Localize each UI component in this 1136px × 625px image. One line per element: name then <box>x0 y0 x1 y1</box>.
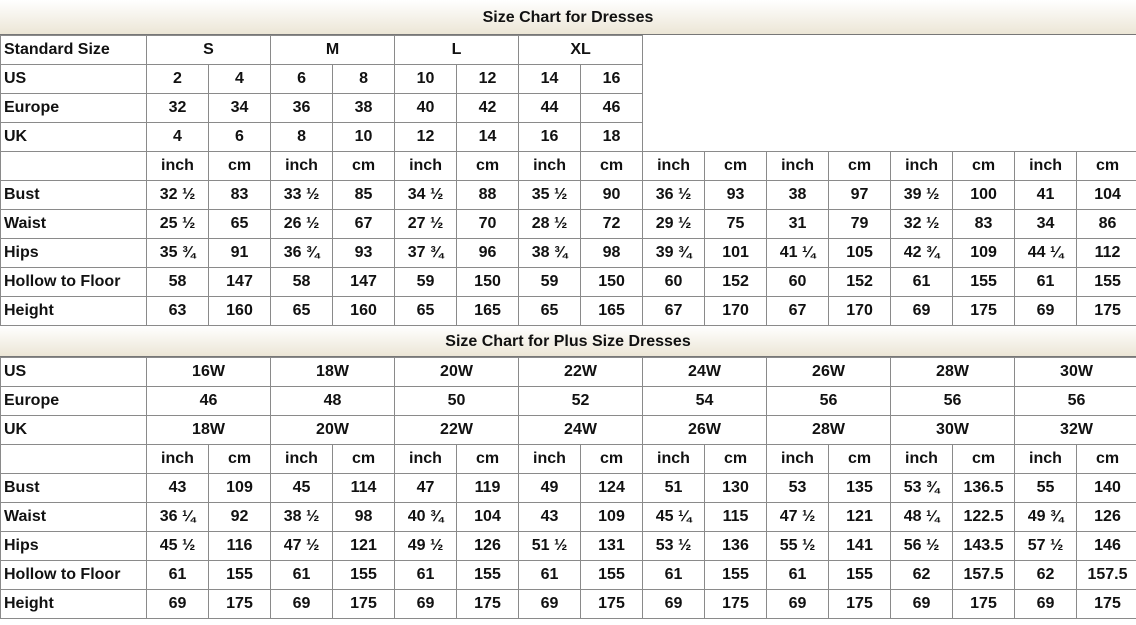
measurement-cell: 155 <box>1077 268 1136 297</box>
row-label: Height <box>1 590 147 619</box>
size-cell: 30W <box>1015 358 1136 387</box>
size-cell: 10 <box>333 123 395 152</box>
row-label: Bust <box>1 474 147 503</box>
measurement-cell: 34 ½ <box>395 181 457 210</box>
measurement-cell: 38 <box>767 181 829 210</box>
measurement-cell: 175 <box>705 590 767 619</box>
measurement-cell: 69 <box>147 590 209 619</box>
size-cell: 40 <box>395 94 457 123</box>
measurement-cell: 175 <box>1077 297 1136 326</box>
measurement-cell: 69 <box>767 590 829 619</box>
measurement-cell: 58 <box>271 268 333 297</box>
row-label: Hollow to Floor <box>1 561 147 590</box>
measurement-cell: 65 <box>271 297 333 326</box>
measurement-cell: 35 ½ <box>519 181 581 210</box>
measurement-cell: 86 <box>1077 210 1136 239</box>
size-cell: 6 <box>209 123 271 152</box>
unit-cell: cm <box>581 445 643 474</box>
measurement-cell: 29 ½ <box>643 210 705 239</box>
measurement-cell: 170 <box>829 297 891 326</box>
measurement-cell: 79 <box>829 210 891 239</box>
size-row <box>1 36 1136 65</box>
measurement-row <box>1 561 1136 590</box>
section-title-dresses: Size Chart for Dresses <box>0 0 1136 35</box>
section-title-plus-size: Size Chart for Plus Size Dresses <box>0 326 1136 357</box>
size-cell: 24W <box>519 416 643 445</box>
size-cell: 16 <box>581 65 643 94</box>
measurement-cell: 155 <box>457 561 519 590</box>
row-label <box>1 445 147 474</box>
measurement-cell: 70 <box>457 210 519 239</box>
unit-cell: inch <box>147 152 209 181</box>
measurement-cell: 48 ¼ <box>891 503 953 532</box>
size-cell: 18W <box>271 358 395 387</box>
measurement-cell: 175 <box>209 590 271 619</box>
size-cell: 4 <box>147 123 209 152</box>
measurement-cell: 25 ½ <box>147 210 209 239</box>
measurement-cell: 59 <box>395 268 457 297</box>
size-cell: 16 <box>519 123 581 152</box>
measurement-cell: 45 ½ <box>147 532 209 561</box>
measurement-cell: 58 <box>147 268 209 297</box>
measurement-cell: 114 <box>333 474 395 503</box>
measurement-cell: 41 <box>1015 181 1077 210</box>
measurement-cell: 53 <box>767 474 829 503</box>
measurement-cell: 67 <box>767 297 829 326</box>
size-row <box>1 123 1136 152</box>
measurement-cell: 143.5 <box>953 532 1015 561</box>
measurement-cell: 147 <box>333 268 395 297</box>
measurement-cell: 83 <box>953 210 1015 239</box>
measurement-cell: 49 ¾ <box>1015 503 1077 532</box>
measurement-cell: 97 <box>829 181 891 210</box>
size-cell: L <box>395 36 519 65</box>
unit-cell: inch <box>519 445 581 474</box>
measurement-cell: 26 ½ <box>271 210 333 239</box>
measurement-cell: 43 <box>519 503 581 532</box>
measurement-cell: 69 <box>891 590 953 619</box>
measurement-cell: 36 ½ <box>643 181 705 210</box>
unit-cell: inch <box>891 445 953 474</box>
unit-cell: inch <box>519 152 581 181</box>
measurement-cell: 126 <box>457 532 519 561</box>
unit-cell: cm <box>209 445 271 474</box>
size-cell: XL <box>519 36 643 65</box>
measurement-cell: 49 ½ <box>395 532 457 561</box>
size-cell: 48 <box>271 387 395 416</box>
size-cell: 38 <box>333 94 395 123</box>
measurement-cell: 121 <box>829 503 891 532</box>
measurement-cell: 62 <box>1015 561 1077 590</box>
unit-cell: cm <box>333 445 395 474</box>
measurement-cell: 93 <box>333 239 395 268</box>
measurement-cell: 116 <box>209 532 271 561</box>
measurement-cell: 61 <box>643 561 705 590</box>
size-cell: 4 <box>209 65 271 94</box>
unit-cell: inch <box>767 445 829 474</box>
measurement-cell: 53 ½ <box>643 532 705 561</box>
size-cell: 8 <box>333 65 395 94</box>
row-label: Europe <box>1 94 147 123</box>
measurement-cell: 85 <box>333 181 395 210</box>
size-cell: 18W <box>147 416 271 445</box>
measurement-cell: 69 <box>891 297 953 326</box>
measurement-cell: 61 <box>395 561 457 590</box>
measurement-row <box>1 239 1136 268</box>
measurement-cell: 59 <box>519 268 581 297</box>
unit-cell: inch <box>1015 445 1077 474</box>
measurement-cell: 51 <box>643 474 705 503</box>
size-cell: 26W <box>767 358 891 387</box>
unit-cell: cm <box>209 152 271 181</box>
unit-cell: cm <box>705 152 767 181</box>
measurement-cell: 109 <box>209 474 271 503</box>
size-cell: 24W <box>643 358 767 387</box>
size-cell: S <box>147 36 271 65</box>
measurement-cell: 69 <box>643 590 705 619</box>
measurement-cell: 61 <box>767 561 829 590</box>
unit-cell: cm <box>953 445 1015 474</box>
unit-cell: inch <box>271 445 333 474</box>
measurement-cell: 65 <box>519 297 581 326</box>
measurement-row <box>1 503 1136 532</box>
measurement-cell: 140 <box>1077 474 1136 503</box>
measurement-cell: 45 <box>271 474 333 503</box>
measurement-cell: 104 <box>457 503 519 532</box>
unit-cell: cm <box>581 152 643 181</box>
measurement-cell: 61 <box>519 561 581 590</box>
measurement-cell: 175 <box>829 590 891 619</box>
size-cell: 22W <box>519 358 643 387</box>
measurement-cell: 75 <box>705 210 767 239</box>
row-label: Bust <box>1 181 147 210</box>
measurement-cell: 31 <box>767 210 829 239</box>
measurement-cell: 175 <box>953 590 1015 619</box>
measurement-cell: 35 ¾ <box>147 239 209 268</box>
measurement-cell: 170 <box>705 297 767 326</box>
measurement-cell: 98 <box>333 503 395 532</box>
row-label: US <box>1 65 147 94</box>
measurement-row <box>1 181 1136 210</box>
measurement-cell: 91 <box>209 239 271 268</box>
row-label: Waist <box>1 210 147 239</box>
size-cell: 34 <box>209 94 271 123</box>
measurement-cell: 131 <box>581 532 643 561</box>
measurement-cell: 38 ½ <box>271 503 333 532</box>
measurement-cell: 27 ½ <box>395 210 457 239</box>
measurement-cell: 155 <box>209 561 271 590</box>
size-cell: 6 <box>271 65 333 94</box>
unit-cell: inch <box>891 152 953 181</box>
measurement-cell: 157.5 <box>1077 561 1136 590</box>
row-label: Hollow to Floor <box>1 268 147 297</box>
unit-cell: cm <box>829 445 891 474</box>
size-cell: 56 <box>1015 387 1136 416</box>
measurement-cell: 119 <box>457 474 519 503</box>
unit-cell: inch <box>1015 152 1077 181</box>
measurement-row <box>1 268 1136 297</box>
measurement-cell: 69 <box>519 590 581 619</box>
size-cell: 46 <box>147 387 271 416</box>
unit-cell: cm <box>1077 152 1136 181</box>
measurement-cell: 32 ½ <box>891 210 953 239</box>
measurement-cell: 47 ½ <box>767 503 829 532</box>
measurement-cell: 61 <box>1015 268 1077 297</box>
row-label: Hips <box>1 532 147 561</box>
size-cell: 30W <box>891 416 1015 445</box>
measurement-cell: 33 ½ <box>271 181 333 210</box>
unit-cell: cm <box>829 152 891 181</box>
size-cell: 56 <box>767 387 891 416</box>
measurement-cell: 55 ½ <box>767 532 829 561</box>
measurement-cell: 34 <box>1015 210 1077 239</box>
measurement-cell: 65 <box>395 297 457 326</box>
measurement-cell: 175 <box>333 590 395 619</box>
measurement-cell: 155 <box>953 268 1015 297</box>
measurement-cell: 69 <box>271 590 333 619</box>
size-cell: 52 <box>519 387 643 416</box>
unit-cell: inch <box>643 445 705 474</box>
measurement-cell: 150 <box>457 268 519 297</box>
measurement-cell: 93 <box>705 181 767 210</box>
unit-cell: cm <box>457 445 519 474</box>
size-cell: 20W <box>271 416 395 445</box>
measurement-cell: 96 <box>457 239 519 268</box>
measurement-cell: 49 <box>519 474 581 503</box>
size-cell: 20W <box>395 358 519 387</box>
measurement-cell: 160 <box>333 297 395 326</box>
size-cell: 44 <box>519 94 581 123</box>
measurement-cell: 122.5 <box>953 503 1015 532</box>
unit-cell: inch <box>395 152 457 181</box>
measurement-cell: 136.5 <box>953 474 1015 503</box>
measurement-cell: 38 ¾ <box>519 239 581 268</box>
size-cell: M <box>271 36 395 65</box>
measurement-cell: 63 <box>147 297 209 326</box>
unit-cell: cm <box>953 152 1015 181</box>
size-row <box>1 65 1136 94</box>
measurement-cell: 155 <box>333 561 395 590</box>
measurement-cell: 165 <box>581 297 643 326</box>
row-label: Standard Size <box>1 36 147 65</box>
measurement-cell: 175 <box>1077 590 1136 619</box>
measurement-cell: 124 <box>581 474 643 503</box>
size-cell: 32W <box>1015 416 1136 445</box>
measurement-cell: 141 <box>829 532 891 561</box>
measurement-cell: 157.5 <box>953 561 1015 590</box>
measurement-cell: 130 <box>705 474 767 503</box>
size-cell: 8 <box>271 123 333 152</box>
measurement-cell: 135 <box>829 474 891 503</box>
measurement-cell: 61 <box>271 561 333 590</box>
measurement-cell: 69 <box>1015 590 1077 619</box>
measurement-cell: 53 ¾ <box>891 474 953 503</box>
row-label: Height <box>1 297 147 326</box>
measurement-cell: 36 ¼ <box>147 503 209 532</box>
measurement-row <box>1 590 1136 619</box>
unit-cell: inch <box>147 445 209 474</box>
measurement-cell: 40 ¾ <box>395 503 457 532</box>
row-label: Europe <box>1 387 147 416</box>
row-label: US <box>1 358 147 387</box>
size-table-plus-size <box>0 357 1136 619</box>
size-cell: 28W <box>891 358 1015 387</box>
size-cell: 54 <box>643 387 767 416</box>
measurement-row <box>1 297 1136 326</box>
measurement-cell: 136 <box>705 532 767 561</box>
size-cell: 32 <box>147 94 209 123</box>
measurement-cell: 43 <box>147 474 209 503</box>
row-label: UK <box>1 123 147 152</box>
size-cell: 12 <box>457 65 519 94</box>
measurement-cell: 92 <box>209 503 271 532</box>
measurement-cell: 37 ¾ <box>395 239 457 268</box>
measurement-cell: 160 <box>209 297 271 326</box>
measurement-cell: 65 <box>209 210 271 239</box>
measurement-cell: 72 <box>581 210 643 239</box>
size-cell: 36 <box>271 94 333 123</box>
unit-cell: inch <box>395 445 457 474</box>
measurement-cell: 175 <box>953 297 1015 326</box>
measurement-cell: 150 <box>581 268 643 297</box>
measurement-cell: 42 ¾ <box>891 239 953 268</box>
size-row <box>1 358 1136 387</box>
measurement-cell: 104 <box>1077 181 1136 210</box>
measurement-cell: 41 ¼ <box>767 239 829 268</box>
size-cell: 26W <box>643 416 767 445</box>
measurement-cell: 90 <box>581 181 643 210</box>
size-cell: 22W <box>395 416 519 445</box>
row-label <box>1 152 147 181</box>
measurement-cell: 115 <box>705 503 767 532</box>
unit-cell: cm <box>457 152 519 181</box>
unit-header-row <box>1 445 1136 474</box>
row-label: Waist <box>1 503 147 532</box>
measurement-cell: 100 <box>953 181 1015 210</box>
measurement-cell: 56 ½ <box>891 532 953 561</box>
measurement-cell: 109 <box>953 239 1015 268</box>
measurement-cell: 28 ½ <box>519 210 581 239</box>
measurement-cell: 44 ¼ <box>1015 239 1077 268</box>
measurement-cell: 155 <box>705 561 767 590</box>
row-label: Hips <box>1 239 147 268</box>
measurement-cell: 61 <box>891 268 953 297</box>
unit-cell: cm <box>1077 445 1136 474</box>
measurement-row <box>1 532 1136 561</box>
unit-header-row <box>1 152 1136 181</box>
measurement-cell: 45 ¼ <box>643 503 705 532</box>
size-cell: 14 <box>519 65 581 94</box>
measurement-cell: 126 <box>1077 503 1136 532</box>
measurement-cell: 112 <box>1077 239 1136 268</box>
measurement-cell: 62 <box>891 561 953 590</box>
measurement-cell: 152 <box>829 268 891 297</box>
size-cell: 42 <box>457 94 519 123</box>
measurement-cell: 105 <box>829 239 891 268</box>
size-cell: 50 <box>395 387 519 416</box>
size-cell: 14 <box>457 123 519 152</box>
measurement-cell: 39 ½ <box>891 181 953 210</box>
measurement-cell: 175 <box>581 590 643 619</box>
measurement-cell: 67 <box>333 210 395 239</box>
measurement-cell: 55 <box>1015 474 1077 503</box>
measurement-cell: 47 <box>395 474 457 503</box>
measurement-cell: 165 <box>457 297 519 326</box>
size-cell: 12 <box>395 123 457 152</box>
measurement-cell: 88 <box>457 181 519 210</box>
measurement-cell: 69 <box>1015 297 1077 326</box>
size-cell: 10 <box>395 65 457 94</box>
measurement-cell: 60 <box>643 268 705 297</box>
measurement-cell: 175 <box>457 590 519 619</box>
measurement-cell: 69 <box>395 590 457 619</box>
measurement-cell: 101 <box>705 239 767 268</box>
measurement-cell: 147 <box>209 268 271 297</box>
measurement-cell: 121 <box>333 532 395 561</box>
measurement-row <box>1 474 1136 503</box>
unit-cell: inch <box>767 152 829 181</box>
size-cell: 2 <box>147 65 209 94</box>
measurement-cell: 67 <box>643 297 705 326</box>
measurement-cell: 60 <box>767 268 829 297</box>
unit-cell: cm <box>333 152 395 181</box>
size-cell: 28W <box>767 416 891 445</box>
measurement-row <box>1 210 1136 239</box>
measurement-cell: 152 <box>705 268 767 297</box>
measurement-cell: 109 <box>581 503 643 532</box>
unit-cell: inch <box>271 152 333 181</box>
measurement-cell: 39 ¾ <box>643 239 705 268</box>
unit-cell: inch <box>643 152 705 181</box>
size-row <box>1 416 1136 445</box>
measurement-cell: 36 ¾ <box>271 239 333 268</box>
row-label: UK <box>1 416 147 445</box>
measurement-cell: 47 ½ <box>271 532 333 561</box>
size-cell: 16W <box>147 358 271 387</box>
measurement-cell: 83 <box>209 181 271 210</box>
size-cell: 56 <box>891 387 1015 416</box>
measurement-cell: 146 <box>1077 532 1136 561</box>
measurement-cell: 57 ½ <box>1015 532 1077 561</box>
measurement-cell: 155 <box>829 561 891 590</box>
size-table-dresses <box>0 35 1136 326</box>
size-cell: 46 <box>581 94 643 123</box>
measurement-cell: 61 <box>147 561 209 590</box>
size-row <box>1 387 1136 416</box>
measurement-cell: 32 ½ <box>147 181 209 210</box>
measurement-cell: 155 <box>581 561 643 590</box>
unit-cell: cm <box>705 445 767 474</box>
size-cell: 18 <box>581 123 643 152</box>
measurement-cell: 98 <box>581 239 643 268</box>
size-row <box>1 94 1136 123</box>
measurement-cell: 51 ½ <box>519 532 581 561</box>
